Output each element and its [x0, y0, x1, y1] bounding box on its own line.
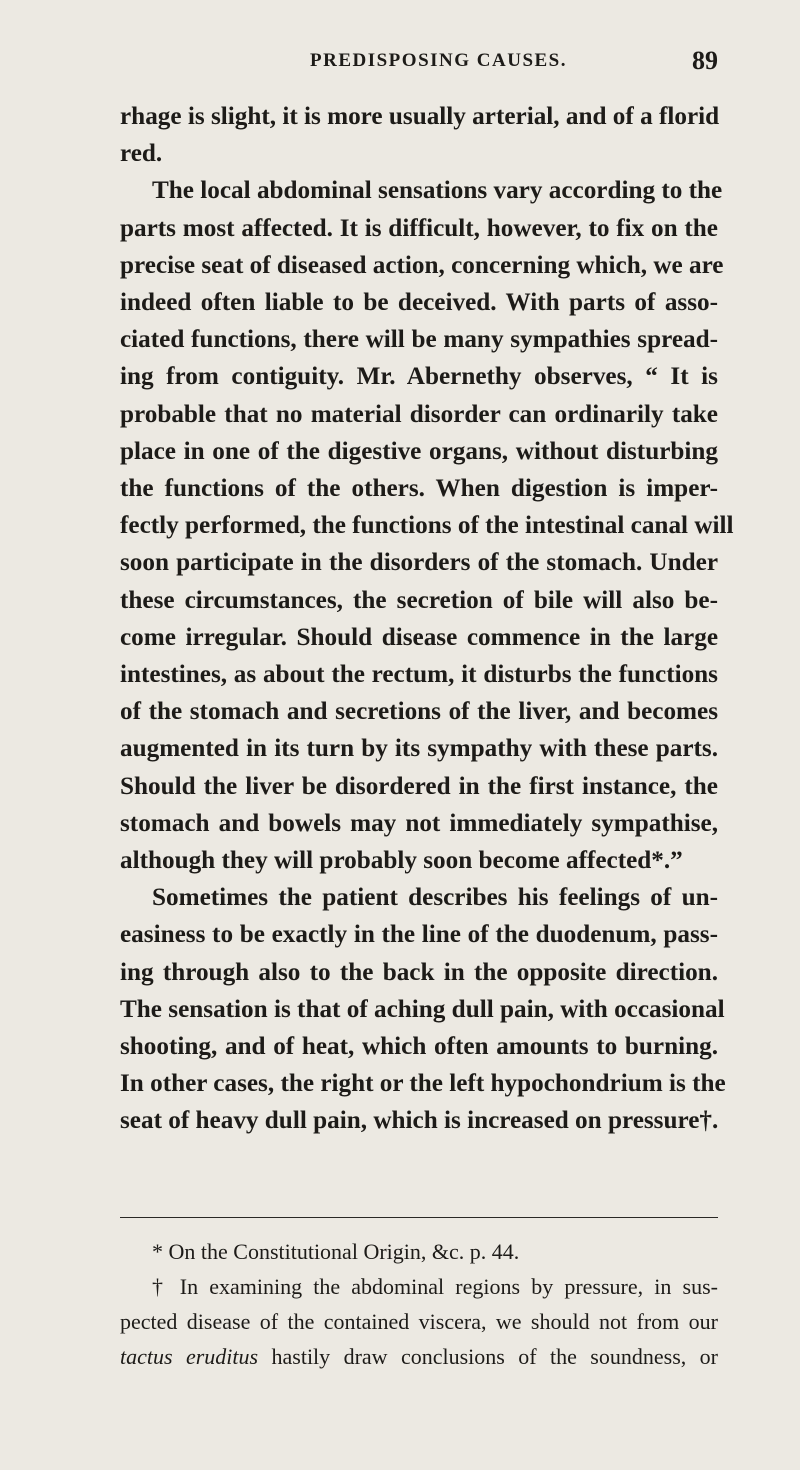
text-line: Sometimes the patient describes his feelings of un-: [152, 884, 718, 912]
body-text: [120, 98, 734, 1140]
text-line: stomach and bowels may not immediately sympathise,: [120, 809, 718, 837]
text-line: soon participate in the disorders of the stomach. Under: [120, 549, 718, 577]
text-line: although they will probably soon become affected*.”: [120, 847, 683, 875]
latin-phrase: tactus eruditus: [120, 1344, 259, 1369]
text-line: precise seat of diseased action, concerning which, we are: [120, 251, 724, 279]
text-line: ciated functions, there will be many sympathies spread-: [120, 326, 718, 354]
footnote-2-line: pected disease of the contained viscera, we should not from our: [120, 1309, 718, 1334]
footnote-2-line: [120, 1339, 718, 1374]
running-head: PREDISPOSING CAUSES.: [310, 50, 567, 71]
footnote-1: * On the Constitutional Origin, &c. p. 44.: [152, 1239, 520, 1264]
text-line: come irregular. Should disease commence in the large: [120, 623, 718, 651]
text-line: In other cases, the right or the left hypochondrium is the: [120, 1070, 726, 1098]
text-line: ing from contiguity. Mr. Abernethy observes, “ It is: [120, 363, 718, 391]
text-line: parts most affected. It is difficult, however, to fix on the: [120, 214, 718, 242]
text-line: seat of heavy dull pain, which is increased on pressure†.: [120, 1107, 719, 1135]
text-line: intestines, as about the rectum, it disturbs the functions: [120, 661, 718, 689]
text-line: The sensation is that of aching dull pain, with occasional: [120, 995, 725, 1023]
footnote-2-line-rest: hastily draw conclusions of the soundness, or: [258, 1344, 719, 1369]
text-line: place in one of the digestive organs, without disturbing: [120, 437, 718, 465]
text-line: easiness to be exactly in the line of the duodenum, pass-: [120, 921, 718, 949]
text-line: the functions of the others. When digestion is imper-: [120, 475, 718, 503]
page-number: 89: [692, 46, 718, 75]
text-line: these circumstances, the secretion of bile will also be-: [120, 586, 718, 614]
text-line: red.: [120, 140, 163, 168]
page-header: [120, 46, 718, 90]
footnotes: [120, 1234, 718, 1374]
text-line: shooting, and of heat, which often amounts to burning.: [120, 1033, 718, 1061]
text-line: indeed often liable to be deceived. With parts of asso-: [120, 289, 718, 317]
text-line: augmented in its turn by its sympathy with these parts.: [120, 735, 718, 763]
footnote-divider: [120, 1217, 718, 1218]
text-line: of the stomach and secretions of the liver, and becomes: [120, 698, 718, 726]
text-line: The local abdominal sensations vary according to the: [152, 177, 723, 205]
footnote-2-line: † In examining the abdominal regions by pressure, in sus-: [152, 1274, 718, 1299]
text-line: ing through also to the back in the opposite direction.: [120, 958, 718, 986]
text-line: fectly performed, the functions of the intestinal canal will: [120, 512, 734, 540]
text-line: Should the liver be disordered in the first instance, the: [120, 772, 718, 800]
text-line: rhage is slight, it is more usually arterial, and of a florid: [120, 103, 720, 130]
text-line: probable that no material disorder can ordinarily take: [120, 400, 718, 428]
